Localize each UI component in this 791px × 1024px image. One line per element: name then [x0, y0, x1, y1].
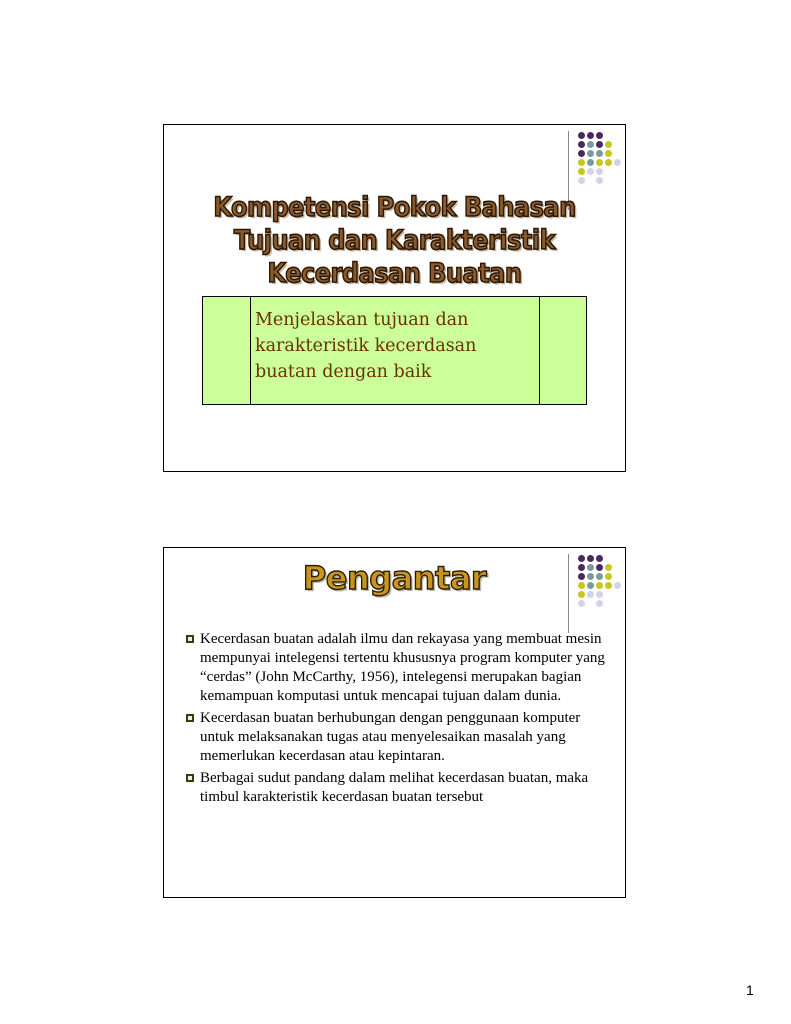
square-bullet-icon [186, 635, 194, 643]
bullet-text: Kecerdasan buatan berhubungan dengan penggunaan komputer untuk melaksanakan tugas atau menyelesaikan masalah yang memerlukan kecerdasan atau kepintaran. [200, 710, 581, 764]
square-bullet-icon [186, 714, 194, 722]
dot [596, 177, 603, 184]
box-divider-right [539, 297, 540, 404]
list-item [186, 630, 616, 706]
dot [605, 159, 612, 166]
objective-box [202, 296, 587, 405]
bullet-text: Berbagai sudut pandang dalam melihat kecerdasan buatan, maka timbul karakteristik kecerdasan buatan tersebut [200, 770, 589, 805]
dot [587, 150, 594, 157]
list-item [186, 769, 616, 807]
dot [587, 141, 594, 148]
dot [596, 150, 603, 157]
dot [578, 141, 585, 148]
dot [578, 132, 585, 139]
list-item [186, 709, 616, 766]
objective-text: Menjelaskan tujuan dan karakteristik kecerdasan buatan dengan baik [255, 310, 477, 382]
dot [605, 141, 612, 148]
slide-1 [163, 124, 626, 472]
box-divider-left [250, 297, 251, 404]
dot [596, 159, 603, 166]
dot [587, 159, 594, 166]
slide-2 [163, 547, 626, 898]
dot [578, 159, 585, 166]
dot [578, 600, 585, 607]
slide-title: Pengantar [302, 559, 487, 597]
dot [596, 168, 603, 175]
dot [605, 150, 612, 157]
dot [596, 141, 603, 148]
dot [587, 168, 594, 175]
dot [578, 177, 585, 184]
slide-title [164, 191, 625, 290]
title-line-1: Kompetensi Pokok Bahasan [213, 191, 576, 223]
bullet-list [186, 630, 616, 810]
dot [596, 132, 603, 139]
square-bullet-icon [186, 774, 194, 782]
title-line-2: Tujuan dan Karakteristik Kecerdasan Buatan [233, 224, 556, 289]
dot [578, 168, 585, 175]
dot [587, 132, 594, 139]
bullet-text: Kecerdasan buatan adalah ilmu dan rekayasa yang membuat mesin mempunyai intelegensi tertentu khususnya program komputer yang “cerdas” (John McCarthy, 1956), intelegensi merupakan bagian kemampuan komputasi untuk mencapai tujuan dalam dunia. [200, 631, 605, 704]
page-number: 1 [746, 982, 754, 998]
dot [578, 150, 585, 157]
dot [614, 159, 621, 166]
dot [596, 600, 603, 607]
